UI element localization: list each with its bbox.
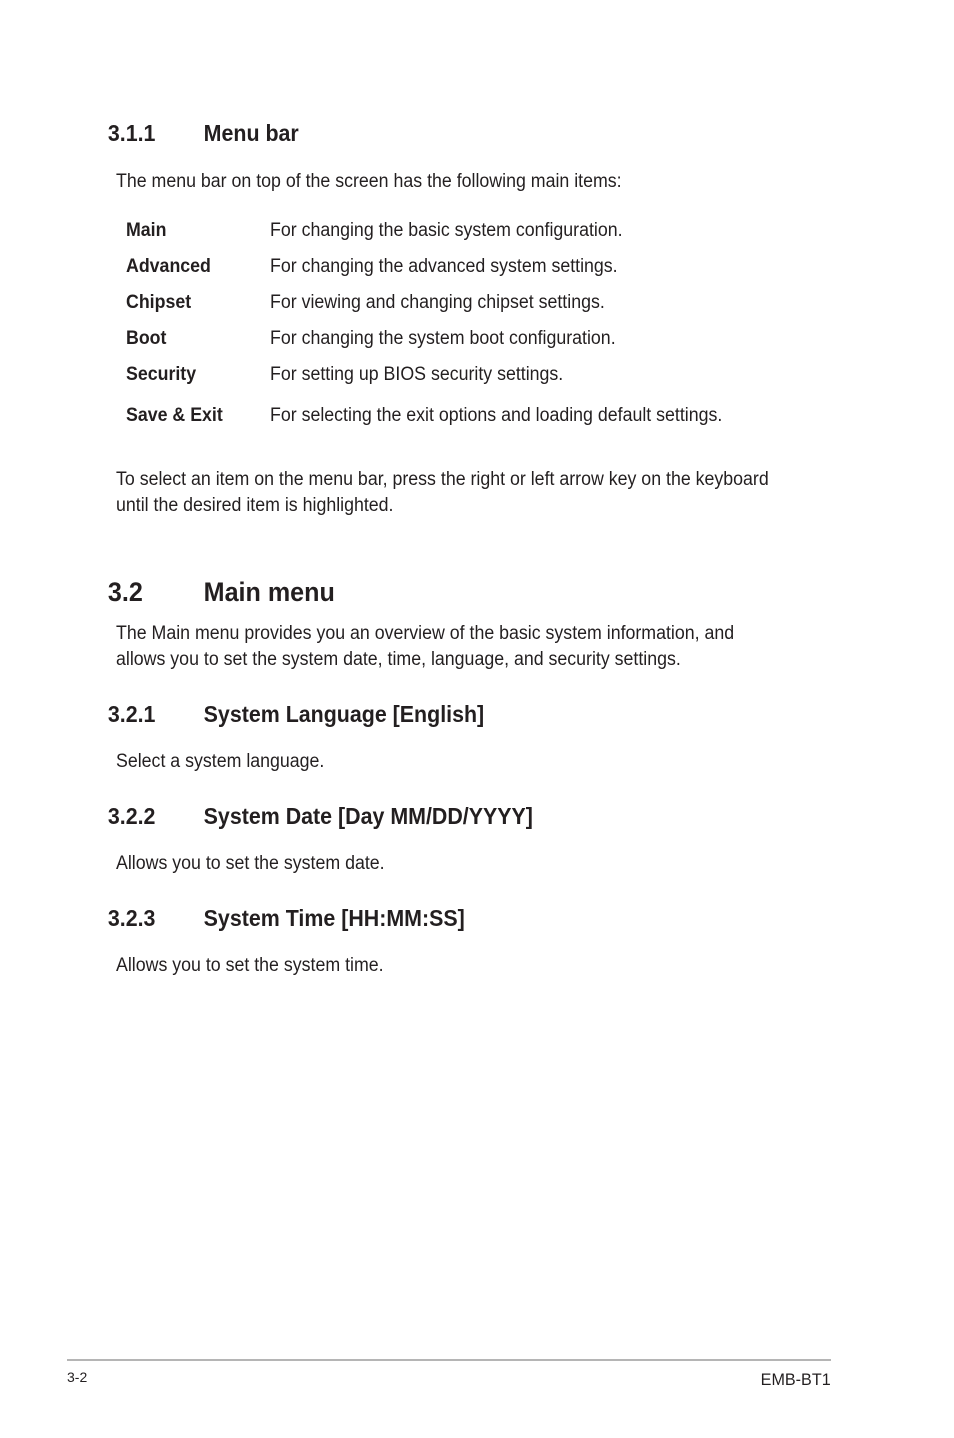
system-language-body: Select a system language. — [116, 751, 325, 772]
section-title: System Language [English] — [203, 701, 485, 727]
menu-item-desc: For changing the system boot configuration. — [270, 328, 616, 349]
section-title: Menu bar — [203, 120, 299, 146]
menu-bar-note-line-2: until the desired item is highlighted. — [116, 495, 394, 516]
menu-item-desc: For viewing and changing chipset settings. — [270, 292, 605, 313]
menu-bar-note-line-1: To select an item on the menu bar, press the right or left arrow key on the keyboard — [116, 469, 769, 490]
main-menu-body-line-1: The Main menu provides you an overview of the basic system information, and — [116, 623, 735, 644]
section-title: System Date [Day MM/DD/YYYY] — [203, 803, 533, 829]
section-number: 3.1.1 — [107, 120, 156, 146]
menu-item-term: Security — [126, 364, 197, 385]
section-title: System Time [HH:MM:SS] — [203, 905, 465, 931]
section-number: 3.2.3 — [107, 905, 156, 931]
section-number: 3.2 — [107, 577, 143, 607]
menu-item-desc: For changing the advanced system settings. — [270, 256, 618, 277]
menu-bar-intro: The menu bar on top of the screen has the following main items: — [116, 171, 622, 192]
footer-divider — [67, 1359, 831, 1361]
main-menu-body-line-2: allows you to set the system date, time, language, and security settings. — [116, 649, 681, 670]
menu-item-term: Chipset — [126, 292, 192, 313]
section-number: 3.2.1 — [107, 701, 156, 727]
menu-item-term: Main — [126, 220, 167, 241]
section-number: 3.2.2 — [107, 803, 156, 829]
menu-item-term: Boot — [126, 328, 167, 349]
menu-item-desc: For changing the basic system configuration. — [270, 220, 623, 241]
section-title: Main menu — [203, 577, 335, 607]
menu-item-desc: For setting up BIOS security settings. — [270, 364, 564, 385]
footer-page-number: 3-2 — [67, 1369, 88, 1385]
footer-model-name: EMB-BT1 — [760, 1370, 831, 1389]
menu-item-term: Advanced — [126, 256, 211, 277]
menu-item-term: Save & Exit — [126, 405, 223, 426]
system-time-body: Allows you to set the system time. — [116, 955, 384, 976]
menu-item-desc: For selecting the exit options and loading default settings. — [270, 405, 723, 426]
system-date-body: Allows you to set the system date. — [116, 853, 385, 874]
